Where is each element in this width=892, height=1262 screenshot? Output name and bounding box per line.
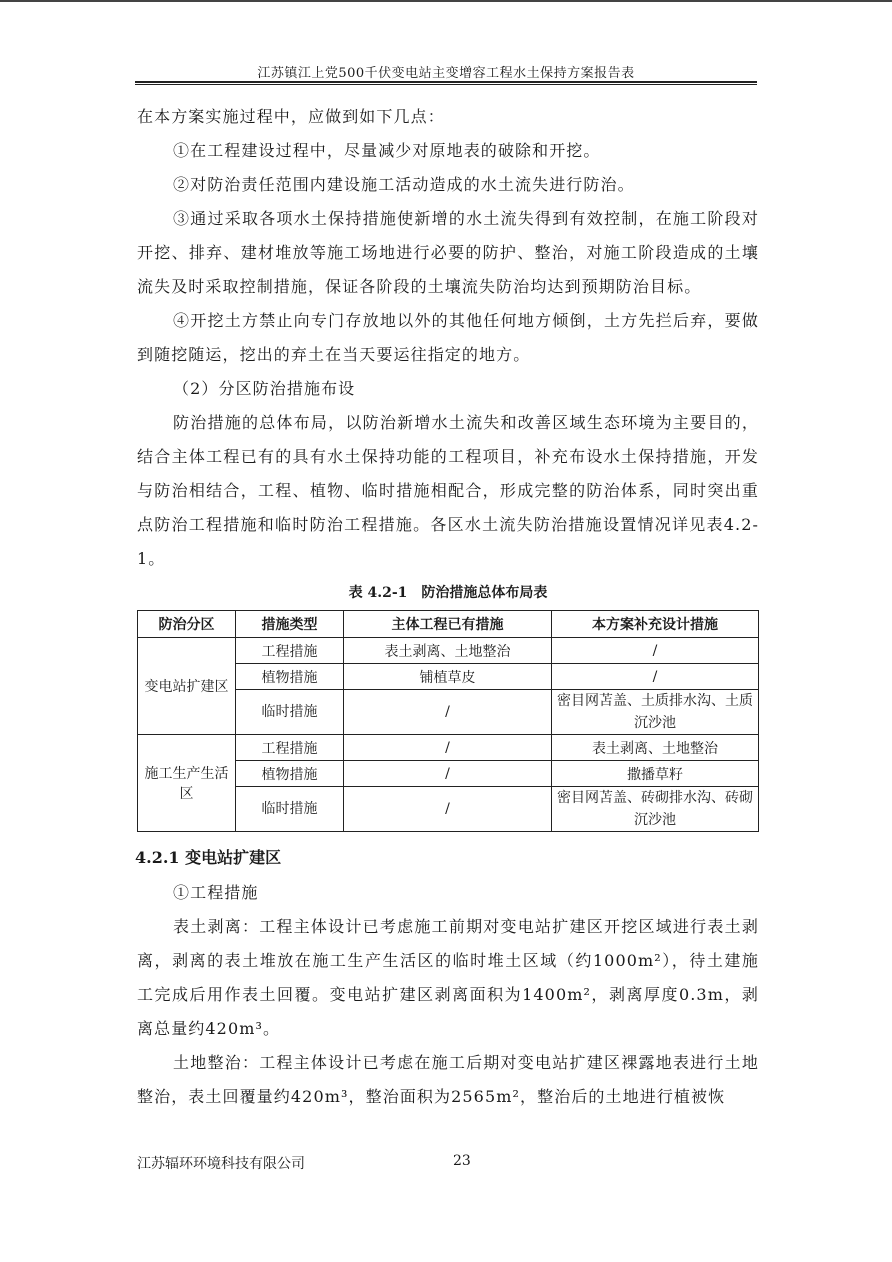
table-header-cell: 措施类型 xyxy=(236,611,344,638)
running-header: 江苏镇江上党500千伏变电站主变增容工程水土保持方案报告表 xyxy=(257,66,635,81)
table-header-cell: 防治分区 xyxy=(138,611,236,638)
table-header-row xyxy=(138,611,759,638)
section-subheading: ①工程措施 xyxy=(173,883,259,902)
table-cell: / xyxy=(344,761,552,787)
header-rule-thin xyxy=(135,84,757,85)
table-cell: 铺植草皮 xyxy=(344,664,552,690)
table-cell: 密目网苫盖、砖砌排水沟、砖砌沉沙池 xyxy=(552,787,759,832)
table-cell: / xyxy=(344,735,552,761)
header-rule xyxy=(135,81,757,83)
page-number: 23 xyxy=(453,1153,471,1169)
page-body xyxy=(137,100,759,1114)
table-cell: 工程措施 xyxy=(236,735,344,761)
table-cell: 表土剥离、土地整治 xyxy=(552,735,759,761)
table-caption: 表 4.2-1 防治措施总体布局表 xyxy=(348,585,548,601)
table-cell: 密目网苫盖、土质排水沟、土质沉沙池 xyxy=(552,690,759,735)
table-cell: / xyxy=(552,638,759,664)
zone-cell: 变电站扩建区 xyxy=(138,638,236,735)
page-top-border xyxy=(0,0,892,2)
table-header-cell: 主体工程已有措施 xyxy=(344,611,552,638)
table-cell: / xyxy=(344,787,552,832)
zone-cell: 施工生产生活区 xyxy=(138,735,236,832)
topsoil-stripping-paragraph: 表土剥离：工程主体设计已考虑施工前期对变电站扩建区开挖区域进行表土剥离，剥离的表土堆放在施工生产生活区的临时堆土区域（约1000m²），待土建施工完成后用作表土回覆。变电站扩建区剥离面积为1400m²，剥离厚度0.3m，剥离总量约420m³。 xyxy=(137,917,759,1038)
list-item-4: ④开挖土方禁止向专门存放地以外的其他任何地方倾倒，土方先拦后弃，要做到随挖随运，挖出的弃土在当天要运往指定的地方。 xyxy=(137,311,759,364)
table-cell: 临时措施 xyxy=(236,787,344,832)
list-item-1: ①在工程建设过程中，尽量减少对原地表的破除和开挖。 xyxy=(173,141,601,160)
footer-company: 江苏辐环环境科技有限公司 xyxy=(137,1156,305,1172)
subheading: （2）分区防治措施布设 xyxy=(173,379,356,398)
table-cell: 植物措施 xyxy=(236,761,344,787)
measures-table xyxy=(137,610,759,832)
table-row xyxy=(138,735,759,761)
table-cell: / xyxy=(344,690,552,735)
table-cell: 表土剥离、土地整治 xyxy=(344,638,552,664)
table-cell: 工程措施 xyxy=(236,638,344,664)
table-header-cell: 本方案补充设计措施 xyxy=(552,611,759,638)
table-row xyxy=(138,638,759,664)
section-heading: 4.2.1 变电站扩建区 xyxy=(135,848,282,867)
table-cell: 临时措施 xyxy=(236,690,344,735)
layout-paragraph: 防治措施的总体布局，以防治新增水土流失和改善区域生态环境为主要目的，结合主体工程已有的具有水土保持功能的工程项目，补充布设水土保持措施，开发与防治相结合，工程、植物、临时措施相配合，形成完整的防治体系，同时突出重点防治工程措施和临时防治工程措施。各区水土流失防治措施设置情况详见表4.2-1。 xyxy=(137,413,759,568)
table-cell: 植物措施 xyxy=(236,664,344,690)
list-item-2: ②对防治责任范围内建设施工活动造成的水土流失进行防治。 xyxy=(173,175,635,194)
list-item-3: ③通过采取各项水土保持措施使新增的水土流失得到有效控制，在施工阶段对开挖、排弃、建材堆放等施工场地进行必要的防护、整治，对施工阶段造成的土壤流失及时采取控制措施，保证各阶段的土壤流失防治均达到预期防治目标。 xyxy=(137,209,759,296)
land-grading-paragraph: 土地整治：工程主体设计已考虑在施工后期对变电站扩建区裸露地表进行土地整治，表土回覆量约420m³，整治面积为2565m²，整治后的土地进行植被恢 xyxy=(137,1053,759,1106)
table-cell: / xyxy=(552,664,759,690)
intro-paragraph: 在本方案实施过程中，应做到如下几点： xyxy=(137,107,445,126)
table-cell: 撒播草籽 xyxy=(552,761,759,787)
